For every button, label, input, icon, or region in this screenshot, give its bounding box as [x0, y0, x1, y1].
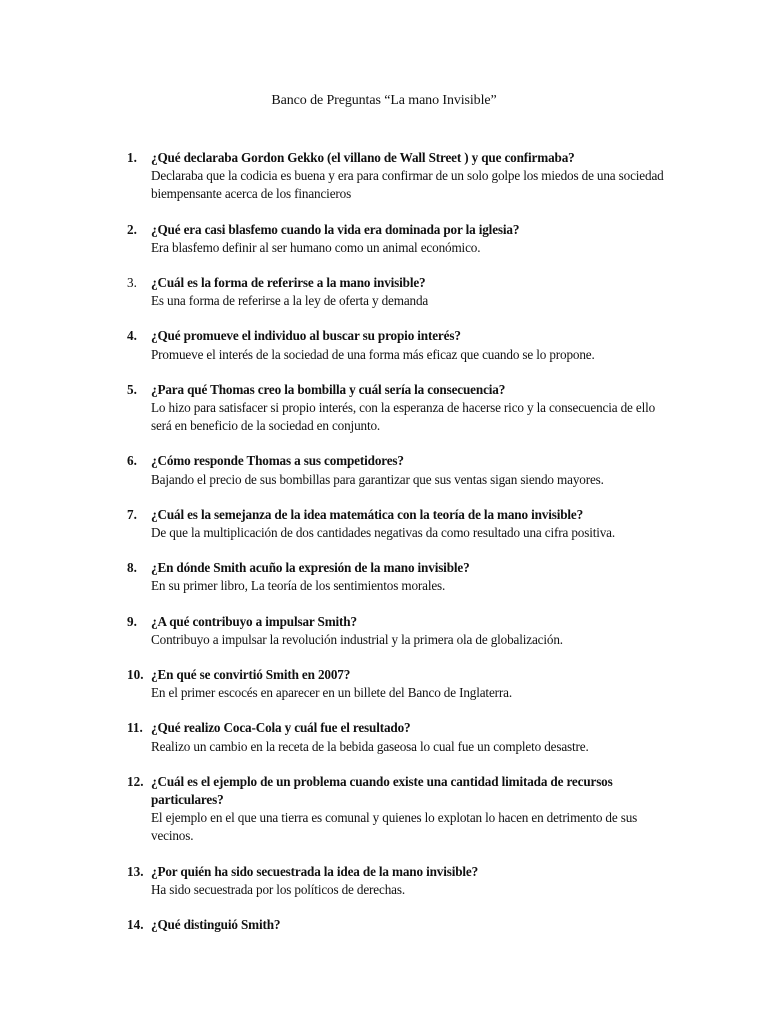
- question-item-3: [127, 274, 667, 310]
- answer-text: Era blasfemo definir al ser humano como un animal económico.: [151, 239, 481, 255]
- question-text: ¿En qué se convirtió Smith en 2007?: [151, 667, 351, 683]
- question-item-5: [127, 381, 667, 436]
- question-item-10: [127, 666, 667, 702]
- question-number: 3.: [127, 275, 137, 291]
- question-text: ¿Cuál es la semejanza de la idea matemática con la teoría de la mano invisible?: [151, 506, 584, 522]
- question-item-6: [127, 452, 667, 488]
- question-number: 10.: [127, 667, 144, 683]
- answer-text: Realizo un cambio en la receta de la bebida gaseosa lo cual fue un completo desastre.: [151, 738, 589, 754]
- question-text: ¿Para qué Thomas creo la bombilla y cuál sería la consecuencia?: [151, 381, 506, 397]
- question-text: ¿Qué promueve el individuo al buscar su propio interés?: [151, 328, 461, 344]
- answer-text: Promueve el interés de la sociedad de una forma más eficaz que cuando se lo propone.: [151, 346, 595, 362]
- question-text: ¿Por quién ha sido secuestrada la idea de la mano invisible?: [151, 863, 479, 879]
- question-text: ¿En dónde Smith acuño la expresión de la mano invisible?: [151, 560, 470, 576]
- question-number: 5.: [127, 381, 137, 397]
- answer-text: De que la multiplicación de dos cantidades negativas da como resultado una cifra positiva.: [151, 525, 616, 541]
- question-text: ¿Qué realizo Coca-Cola y cuál fue el resultado?: [151, 720, 411, 736]
- question-item-14: [127, 916, 667, 934]
- question-number: 7.: [127, 506, 137, 522]
- question-number: 4.: [127, 328, 137, 344]
- question-item-12: [127, 773, 667, 846]
- question-text: ¿Qué distinguió Smith?: [151, 917, 281, 933]
- question-number: 2.: [127, 221, 137, 237]
- question-item-13: [127, 863, 667, 899]
- answer-text: El ejemplo en el que una tierra es comunal y quienes lo explotan lo hacen en detrimento de sus vecinos.: [151, 810, 638, 844]
- document-title: Banco de Preguntas “La mano Invisible”: [271, 93, 497, 108]
- answer-text: Bajando el precio de sus bombillas para garantizar que sus ventas sigan siendo mayores.: [151, 471, 604, 487]
- question-text: ¿Qué era casi blasfemo cuando la vida era dominada por la iglesia?: [151, 221, 520, 237]
- question-item-4: [127, 327, 667, 363]
- question-number: 14.: [127, 917, 144, 933]
- answer-text: En su primer libro, La teoría de los sentimientos morales.: [151, 578, 446, 594]
- question-list: [127, 149, 667, 951]
- question-text: ¿Cuál es la forma de referirse a la mano invisible?: [151, 275, 426, 291]
- question-text: ¿Cómo responde Thomas a sus competidores?: [151, 453, 404, 469]
- question-item-9: [127, 613, 667, 649]
- question-number: 13.: [127, 863, 144, 879]
- question-item-2: [127, 221, 667, 257]
- question-number: 8.: [127, 560, 137, 576]
- question-text: ¿A qué contribuyo a impulsar Smith?: [151, 613, 357, 629]
- answer-text: En el primer escocés en aparecer en un billete del Banco de Inglaterra.: [151, 685, 512, 701]
- question-item-8: [127, 559, 667, 595]
- question-text: ¿Cuál es el ejemplo de un problema cuando existe una cantidad limitada de recursos particulares?: [151, 773, 613, 808]
- answer-text: Es una forma de referirse a la ley de oferta y demanda: [151, 293, 429, 309]
- answer-text: Ha sido secuestrada por los políticos de derechas.: [151, 881, 405, 897]
- question-item-7: [127, 506, 667, 542]
- question-number: 1.: [127, 150, 137, 165]
- question-item-11: [127, 719, 667, 755]
- answer-text: Contribuyo a impulsar la revolución industrial y la primera ola de globalización.: [151, 631, 563, 647]
- question-number: 11.: [127, 720, 143, 736]
- question-item-1: [127, 149, 667, 204]
- question-text: ¿Qué declaraba Gordon Gekko (el villano de Wall Street ) y que confirmaba?: [151, 150, 575, 165]
- answer-text: Declaraba que la codicia es buena y era para confirmar de un solo golpe los miedos de una sociedad biempensante acerca de los financieros: [151, 168, 664, 202]
- question-number: 9.: [127, 613, 137, 629]
- question-number: 6.: [127, 453, 137, 469]
- question-number: 12.: [127, 773, 144, 789]
- answer-text: Lo hizo para satisfacer si propio interés, con la esperanza de hacerse rico y la consecuencia de ello será en beneficio de la sociedad en conjunto.: [151, 400, 656, 434]
